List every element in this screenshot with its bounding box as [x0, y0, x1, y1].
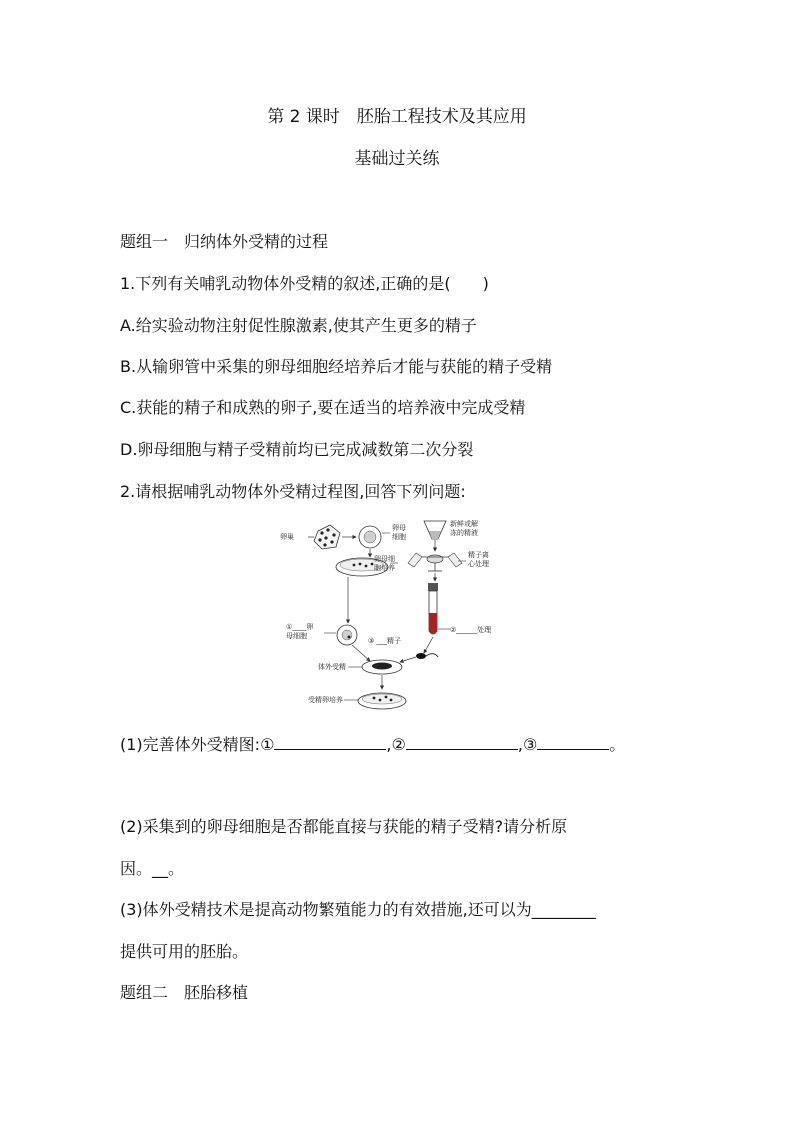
- q2-sub2-line2: 因。__。: [120, 859, 185, 878]
- circle-1: ①: [260, 735, 275, 754]
- ivf-dish: [362, 660, 402, 674]
- circle-3: ③: [522, 735, 538, 754]
- q2-sub2-line1: (2)采集到的卵母细胞是否都能直接与获能的精子受精?请分析原: [120, 817, 568, 836]
- answer-blank-2[interactable]: [406, 733, 518, 750]
- sperm-icon: [416, 653, 438, 659]
- comma-1: ,: [386, 735, 392, 754]
- circle-2: ②: [391, 735, 406, 754]
- oocyte-label-1: 卵母: [392, 524, 406, 532]
- culture-label-2: 胞培养: [374, 564, 395, 572]
- ovary-icon: [314, 525, 340, 549]
- mature-oocyte-icon: [337, 625, 357, 645]
- ivf-label: 体外受精: [318, 663, 346, 671]
- semen-funnel-icon: [424, 521, 446, 539]
- comma-2: ,: [517, 735, 523, 754]
- ivf-process-diagram: [278, 517, 516, 713]
- test-tube-icon: [428, 583, 438, 634]
- zygote-culture-label: 受精卵培养: [308, 696, 343, 704]
- q1-option-c: C.获能的精子和成熟的卵子,要在适当的培养液中完成受精: [120, 398, 526, 417]
- q2-sub1-prefix: (1)完善体外受精图:: [120, 735, 261, 754]
- q1-option-a: A.给实验动物注射促性腺激素,使其产生更多的精子: [120, 316, 477, 335]
- q1-option-d: D.卵母细胞与精子受精前均已完成减数第二次分裂: [120, 440, 474, 459]
- zygote-culture-dish: [358, 693, 406, 709]
- ovary-label: 卵巢: [280, 533, 294, 541]
- label-3: ③ ___精子: [368, 637, 402, 645]
- page-subtitle: 基础过关练: [354, 149, 440, 169]
- centrifuge-label-2: 心处理: [468, 560, 489, 568]
- answer-blank-3[interactable]: [537, 733, 609, 750]
- group1-heading: 题组一 归纳体外受精的过程: [120, 232, 329, 251]
- label-1-a: ①____卵: [286, 623, 314, 631]
- page-title: 第 2 课时 胚胎工程技术及其应用: [267, 107, 527, 127]
- semen-label-2: 冻的精液: [450, 529, 478, 537]
- semen-label-1: 新鲜或解: [450, 520, 478, 528]
- group2-heading: 题组二 胚胎移植: [120, 983, 249, 1002]
- centrifuge-label-1: 精子离: [468, 551, 489, 559]
- label-1-b: 母细胞: [286, 632, 307, 640]
- centrifuge-icon: [408, 553, 462, 571]
- q2-sub1: [120, 733, 625, 755]
- period: 。: [609, 735, 626, 754]
- oocyte-label-2: 细胞: [392, 533, 406, 541]
- q1-stem: 1.下列有关哺乳动物体外受精的叙述,正确的是( ): [120, 274, 489, 293]
- oocyte-icon: [359, 526, 381, 548]
- q2-stem: 2.请根据哺乳动物体外受精过程图,回答下列问题:: [120, 482, 466, 501]
- q2-sub3-line2: 提供可用的胚胎。: [120, 942, 249, 961]
- answer-blank-1[interactable]: [274, 733, 386, 750]
- label-2: ②______处理: [450, 626, 492, 634]
- q1-option-b: B.从输卵管中采集的卵母细胞经培养后才能与获能的精子受精: [120, 357, 553, 376]
- q2-sub3-line1: (3)体外受精技术是提高动物繁殖能力的有效措施,还可以为________: [120, 900, 596, 919]
- culture-label-1: 卵母细: [374, 555, 395, 563]
